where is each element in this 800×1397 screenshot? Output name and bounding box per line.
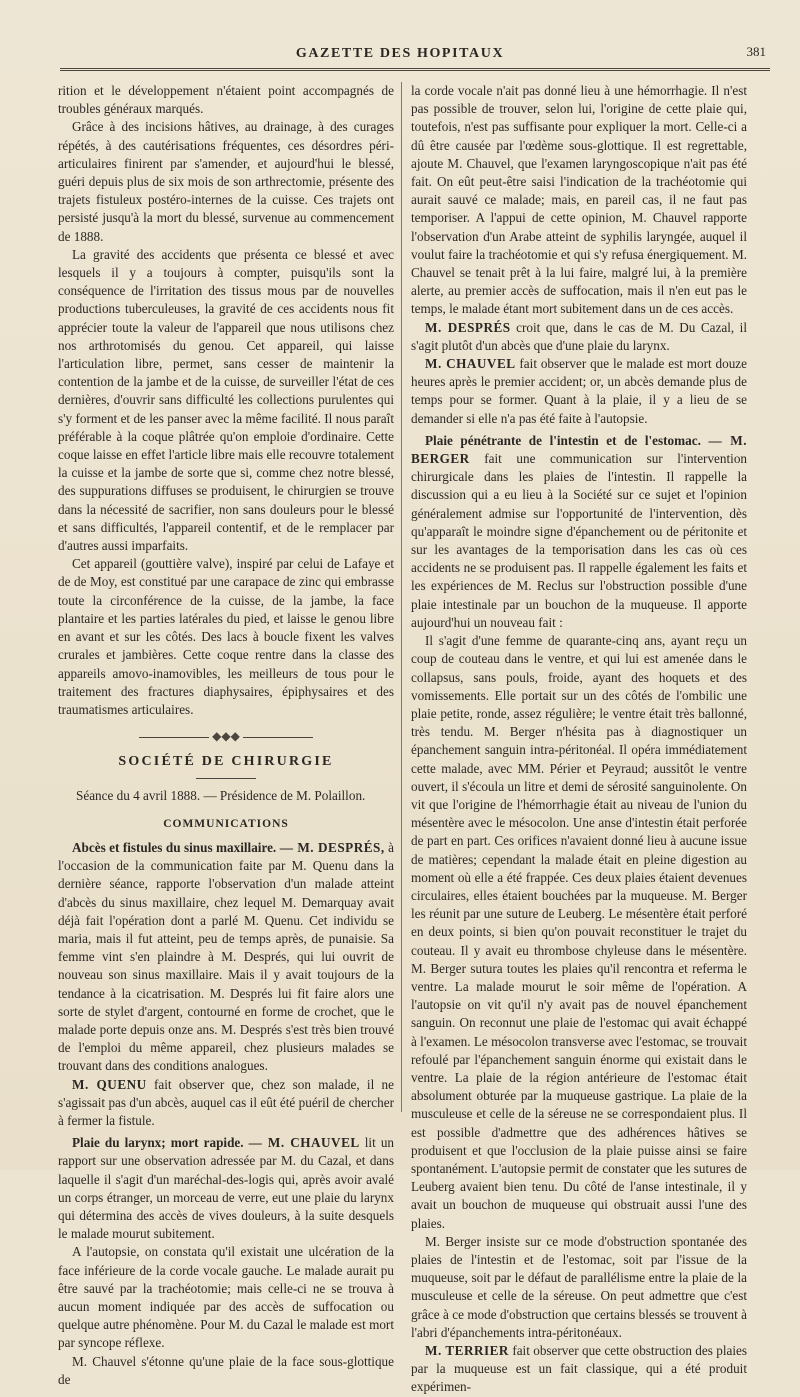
ornament-rule (139, 737, 209, 738)
paragraph-text: fait observer que le malade est mort douze heures après le premier accident; or, un abcès demande plus de temps pour se former. Quant à la plaie, il y a lieu de se demander si elle n'a pas été faite à l'autopsie. (411, 356, 748, 426)
page-number: 381 (746, 44, 766, 59)
section-ornament (58, 727, 394, 745)
paragraph (411, 355, 747, 428)
paragraph: la corde vocale n'ait pas donné lieu à une hémorrhagie. Il n'est pas possible de trouver, selon lui, l'origine de cette plaie qui, toutefois, n'est pas suffisante pour expliquer la mort. Celle-ci a dû être causée par l'œdème sous-glottique. Il est regrettable, ajoute M. Chauvel, que l'examen laryngoscopique n'ait pas été fait. On eût peut-être saisi l'indication de la trachéotomie qui aurait sauvé ce malade; mais, en pareil cas, il ne faut pas temporiser. A l'appui de cette opinion, M. Chauvel rapporte l'observation d'un Arabe atteint de syphilis laryngée, auquel il voulut faire la trachéotomie et qui s'y refusa énergiquement. M. Chauvel se tenait prêt à la lui faire, malgré lui, à la première alerte, au premier accès de suffocation, mais il n'en eut pas le temps, le malade étant mort subitement dans un de ces accès. (411, 83, 747, 317)
ornament-glyph: ◆◆◆ (212, 729, 240, 744)
paragraph-text: lit un rapport sur une observation adressée par M. du Cazal, et dans laquelle il s'agit d'un maréchal-des-logis qui, après avoir avalé un corps étranger, un morceau de verre, eut une plaie du larynx qui détermina des accès de vives douleurs, à la suite desquels le malade mourut subitement. (58, 1135, 395, 1242)
session-line: Séance du 4 avril 1888. — Présidence de M. Polaillon. (76, 787, 366, 803)
right-column (411, 82, 747, 1397)
speaker-name: M. CHAUVEL (425, 356, 516, 372)
paragraph: M. Chauvel s'étonne qu'une plaie de la face sous-glottique de (58, 1353, 394, 1387)
paragraph-text: fait observer que cette obstruction des plaies par la muqueuse est un fait classique, qui a été produit expérimen- (411, 1343, 747, 1395)
paragraph: La gravité des accidents que présenta ce blessé et avec lesquels il y a toujours à compter, puisqu'ils sont la conséquence de l'irritation des tissus mous par de nouvelles productions tuberculeuses, la gravité de ces accidents nous fit apprécier toute la valeur de l'appareil que nous utilisons chez nos arthrotomisés du genou. Cet appareil, qui laisse l'articulation libre, permet, sans cesser de maintenir la contention de la jambe et de la cuisse, de surveiller l'état de ces dernières, d'ouvrir sans difficulté les collections purulentes qui s'y forment et de les panser avec la même facilité. Il nous paraît préférable à la coque plâtrée qu'on emploie d'ordinaire. Cette coque laisse en effet l'article libre mais elle recouvre totalement la cuisse et la jambe de sorte que si, comme chez notre blessé, des suppurations diffuses se produisent, le chirurgien se trouve dans la nécessité de sacrifier, non sans douleurs pour le blessé et sans difficultés, l'appareil contentif, et de le remplacer par d'autres aussi imparfaits. (58, 246, 394, 554)
speaker-name: M. DESPRÉS (425, 319, 511, 335)
paragraph: Il s'agit d'une femme de quarante-cinq ans, ayant reçu un coup de couteau dans le ventre, et qui lui est amenée dans le collapsus, sans pouls, froide, ayant des hoquets et des vomissements. Elle portait sur un des côtés de l'ombilic une plaie petite, ronde, assez régulière; le ventre était très ballonné, très tendu. M. Berger n'hésita pas à diagnostiquer un épanchement sanguin intra-péritonéal. Il opéra immédiatement cette malade, avec MM. Périer et Peyraud; aussitôt le ventre ouvert, il s'écoula un litre et demi de sérosité sanguinolente. On vit que l'origine de l'hémorrhagie était au niveau de l'union du mésentère avec le mésocolon. Une anse d'intestin était perforée de part en part. Ces orifices n'avaient donné lieu à aucune issue de matières; cependant la malade était en pleine digestion au moment où elle a été frappée. Ces deux plaies étaient devenues circulaires, elles étaient bouchées par la muqueuse. M. Berger les réunit par une suture de Leuberg. Le mésentère était perforé en deux points, si bien qu'on pouvait reconstituer le trajet du couteau. Il y avait eu thrombose chyleuse dans le mésentère. M. Berger sutura toutes les plaies qu'il rencontra et referma le ventre. La malade mourut le soir même de l'opération. A l'autopsie on vit qu'il n'y avait pas de nouvel épanchement sanguin. On reconnut une plaie de l'estomac qui avait échappé à l'examen. Le mésocolon transverse avec l'estomac, se trouvait refoulé par l'épanchement sanguin énorme qui existait dans le ventre. La plaie de la région antérieure de l'estomac était absolument obturée par la muqueuse gastrique. La plaie de la musculeuse et celle de la séreuse ne se correspondaient plus. Il est possible d'admettre que des adhérences hâtives se produisent et que l'occlusion de la plaie puisse ainsi se faire spontanément. L'autopsie permit de constater que les sutures de Leuberg avaient bien tenu. Du côté de l'anse intestinale, il y avait un bouchon de muqueuse qui obstruait aussi l'une des plaies. (411, 633, 747, 1231)
paragraph: Cet appareil (gouttière valve), inspiré par celui de Lafaye et de de Moy, est constitué par une carapace de zinc qui embrasse toute la circonférence de la cuisse, de la jambe, la face plantaire et les parties latérales du pied, et laisse le genou libre en avant et sur les côtés. Des lacs à boucle fixent les valves crurales et jambières. Cette coque rentre dans la classe des appareils amovo-inamovibles, les meilleurs de tous pour le traitement des fractures diaphysaires, épiphysaires et des traumatismes articulaires. (58, 556, 394, 717)
left-column (58, 82, 394, 1389)
header-rule (60, 68, 770, 71)
paragraph (58, 839, 394, 1076)
paragraph-text: à l'occasion de la communication faite par M. Quenu dans la dernière séance, rapporte l'observation d'un malade atteint d'abcès du sinus maxillaire, chez lequel M. Demarquay avait déjà fait l'opération dont a parlé M. Quenu. Cet individu se maria, mais il fut atteint, peu de temps après, de punaisie. Sa femme vint s'en plaindre à M. Després, qui lui ouvrit de nouveau son sinus maxillaire. Mais il y avait toujours de la tendance à la cicatrisation. M. Després lui fit faire alors une sorte de stylet d'argent, contourné en forme de crochet, que le malade porte depuis onze ans. M. Després s'est très bien trouvé de l'emploi du même appareil, chez plusieurs malades se trouvant dans des conditions analogues. (58, 839, 394, 1074)
paragraph (411, 1342, 747, 1397)
article-title: Plaie du larynx; mort rapide. (72, 1135, 244, 1151)
divider (196, 778, 256, 779)
subheading: COMMUNICATIONS (163, 817, 289, 830)
paragraph (58, 1134, 394, 1243)
article-title: Abcès et fistules du sinus maxillaire. (72, 839, 277, 855)
article-title: Plaie pénétrante de l'intestin et de l'estomac. (425, 432, 701, 448)
page-header (0, 42, 800, 72)
paragraph: Grâce à des incisions hâtives, au drainage, à des curages répétés, à des cautérisations fréquentes, ces désordres péri-articulaires finirent par s'amender, et aujourd'hui le blessé, guéri depuis plus de six mois de son arthrectomie, présente des trajets fistuleux postéro-internes de la cuisse. Ces trajets ont persisté jusqu'à la mort du blessé, survenue au commencement de 1888. (58, 119, 394, 244)
paragraph-text: fait une communication sur l'intervention chirurgicale dans les plaies de l'intestin. Il rappelle la discussion qui a eu lieu à la Société sur ce sujet et l'opinion généralement admise sur l'opportunité de l'intervention, dès qu'apparaît le moindre signe d'épanchement ou de péritonite et sur les avantages de la temporisation dans les cas où ces accidents ne se produisent pas. Il rappelle également les faits et les expériences de M. Reclus sur l'obstruction possible d'une plaie intestinale par un bouchon de la muqueuse. Il apporte aujourd'hui un nouveau fait : (411, 451, 748, 630)
paragraph (58, 1076, 394, 1131)
paragraph-text: croit que, dans le cas de M. Du Cazal, il s'agit plutôt d'un abcès que d'une plaie du larynx. (411, 319, 748, 353)
publication-title: GAZETTE DES HOPITAUX (295, 46, 505, 61)
ornament-rule (243, 737, 313, 738)
speaker-name: M. QUENU (72, 1076, 147, 1092)
paragraph (411, 319, 747, 355)
paragraph (411, 432, 747, 632)
speaker-name: — M. BERGER (411, 432, 748, 467)
paragraph: M. Berger insiste sur ce mode d'obstruction spontanée des plaies de l'intestin et de l'estomac, soit par l'issue de la muqueuse, soit par le défaut de parallélisme entre la plaie de la musculeuse et celle de la séreuse. On peut admettre que c'est grâce à ce mode d'obstruction que certains blessés se trouvent à l'abri d'épanchements intra-péritonéaux. (411, 1233, 747, 1340)
paragraph-text: fait observer que, chez son malade, il ne s'agissait pas d'un abcès, auquel cas il eût été puéril de chercher à fermer la fistule. (58, 1076, 395, 1128)
speaker-name: — M. CHAUVEL (248, 1135, 360, 1151)
paragraph: A l'autopsie, on constata qu'il existait une ulcération de la face inférieure de la corde vocale gauche. Le malade aurait pu être sauvé par la trachéotomie; mais celle-ci ne se trouva à aucun moment indiquée par des accès de suffocation ou quelque autre phénomène. Pour M. du Cazal le malade est mort par syncope réflexe. (58, 1244, 394, 1351)
paragraph: rition et le développement n'étaient point accompagnés de troubles généraux marqués. (58, 83, 394, 117)
section-title: SOCIÉTÉ DE CHIRURGIE (118, 754, 334, 770)
speaker-name: M. TERRIER (425, 1343, 509, 1359)
speaker-name: — M. DESPRÉS, (279, 839, 385, 855)
column-divider (401, 82, 402, 1112)
